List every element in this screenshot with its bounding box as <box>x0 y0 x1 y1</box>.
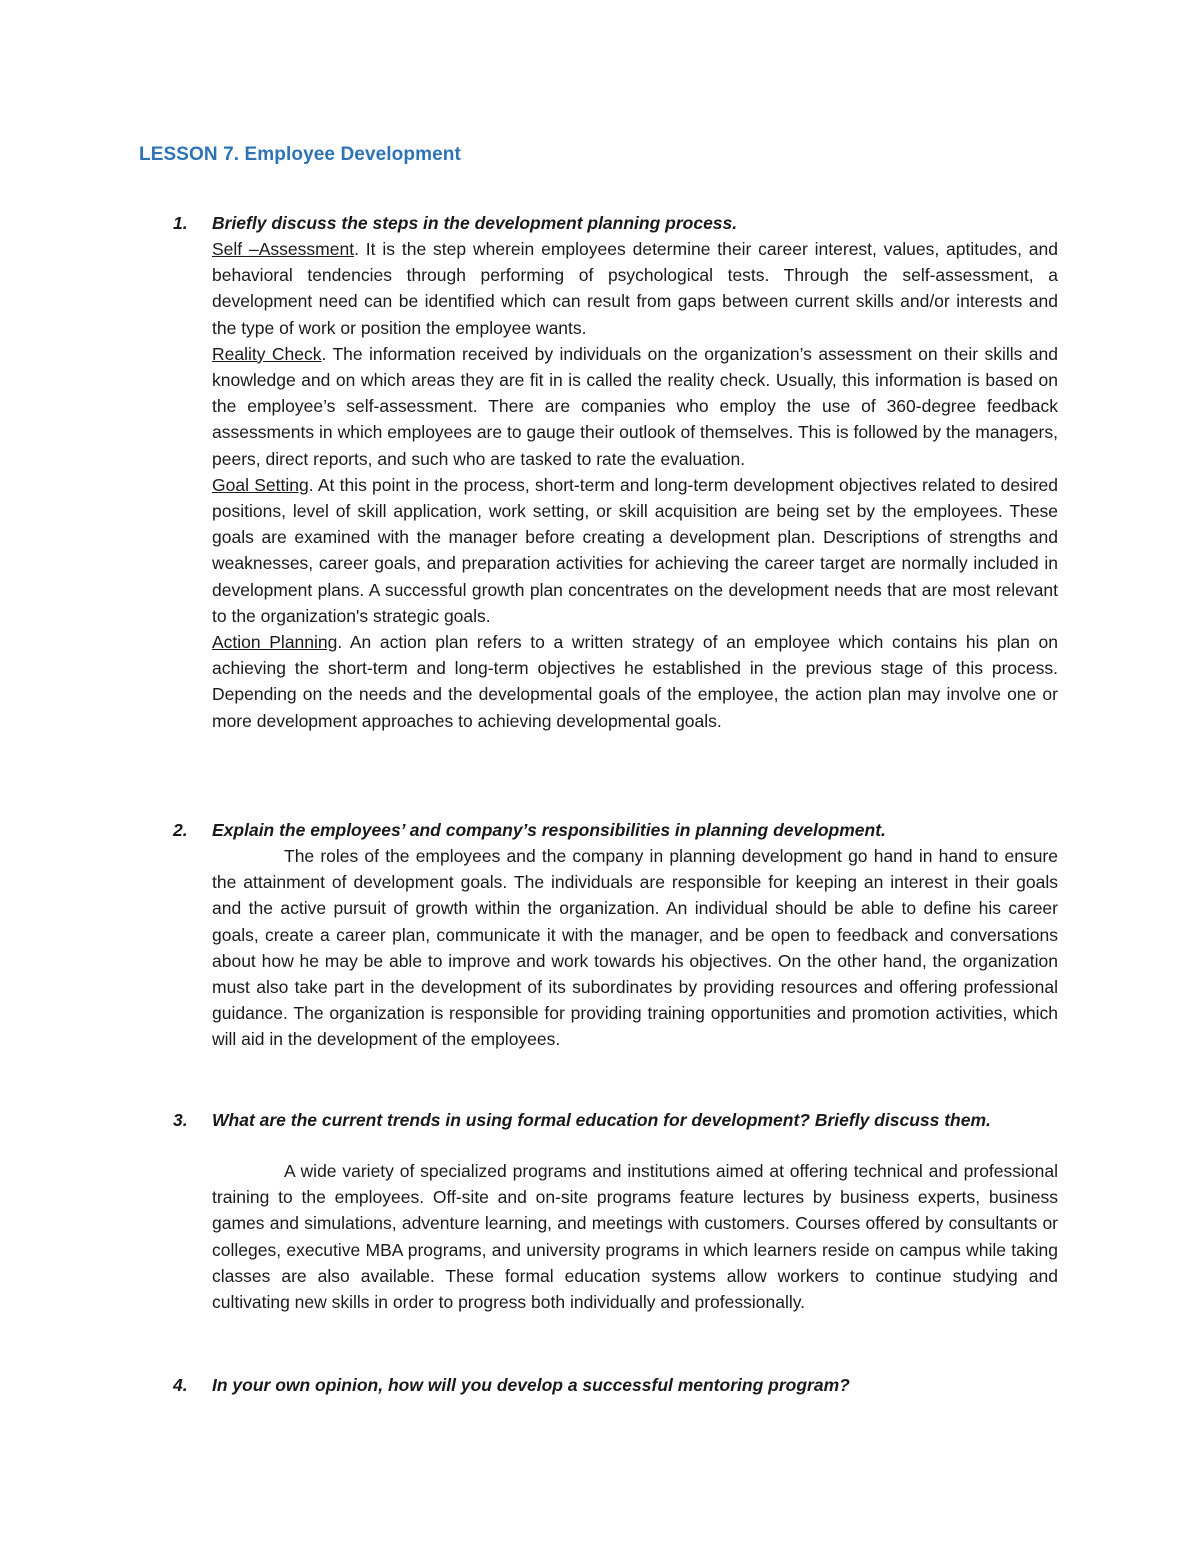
lesson-title: LESSON 7. Employee Development <box>139 144 461 165</box>
answer-1 <box>212 236 1058 734</box>
question-text: Explain the employees’ and company’s responsibilities in planning development. <box>212 820 886 840</box>
question-text: In your own opinion, how will you develop a successful mentoring program? <box>212 1375 850 1395</box>
question-text: What are the current trends in using formal education for development? Briefly discuss them. <box>212 1110 991 1130</box>
step-description: . An action plan refers to a written strategy of an employee which contains his plan on achieving the short-term and long-term objectives he established in the previous stage of this process. Depending on the needs and the developmental goals of the employee, the action plan may involve one or more development approaches to achieving developmental goals. <box>212 632 1058 731</box>
step-term: Reality Check <box>212 343 322 364</box>
step-term: Action Planning <box>212 632 338 653</box>
answer-paragraph <box>212 236 1058 341</box>
answer-3 <box>212 1158 1058 1315</box>
step-description: . The information received by individuals on the organization’s assessment on their skills and knowledge and on which areas they are fit in is called the reality check. Usually, this information is based on the employee’s self-assessment. There are companies who employ the use of 360-degree feedback assessments in which employees are to gauge their outlook of themselves. This is followed by the managers, peers, direct reports, and such who are tasked to rate the evaluation. <box>212 343 1058 469</box>
question-text: Briefly discuss the steps in the development planning process. <box>212 213 738 233</box>
step-term: Goal Setting <box>212 474 309 495</box>
answer-paragraph <box>212 629 1058 734</box>
step-term: Self –Assessment <box>212 239 355 259</box>
question-number: 3. <box>173 1110 188 1130</box>
step-description: . At this point in the process, short-term and long-term development objectives related to desired positions, level of skill application, work setting, or skill acquisition are being set by the employees. These goals are examined with the manager before creating a development plan. Descriptions of strengths and weaknesses, career goals, and preparation activities for achieving the career target are normally included in development plans. A successful growth plan concentrates on the development needs that are most relevant to the organization's strategic goals. <box>212 474 1058 626</box>
question-number: 1. <box>173 213 188 233</box>
answer-paragraph: A wide variety of specialized programs and institutions aimed at offering technical and professional training to the employees. Off-site and on-site programs feature lectures by business experts, business games and simulations, adventure learning, and meetings with customers. Courses offered by consultants or colleges, executive MBA programs, and university programs in which learners reside on campus while taking classes are also available. These formal education systems allow workers to continue studying and cultivating new skills in order to progress both individually and professionally. <box>212 1161 1058 1313</box>
step-description: . It is the step wherein employees determine their career interest, values, aptitudes, and behavioral tendencies through performing of psychological tests. Through the self-assessment, a development need can be identified which can result from gaps between current skills and/or interests and the type of work or position the employee wants. <box>212 239 1059 338</box>
question-number: 4. <box>173 1375 188 1395</box>
answer-paragraph <box>212 341 1058 472</box>
answer-paragraph <box>212 472 1058 629</box>
answer-2 <box>212 843 1058 1053</box>
question-number: 2. <box>173 820 188 840</box>
answer-paragraph: The roles of the employees and the company in planning development go hand in hand to ensure the attainment of development goals. The individuals are responsible for keeping an interest in their goals and the active pursuit of growth within the organization. An individual should be able to define his career goals, create a career plan, communicate it with the manager, and be open to feedback and conversations about how he may be able to improve and work towards his objectives. On the other hand, the organization must also take part in the development of its subordinates by providing resources and offering professional guidance. The organization is responsible for providing training opportunities and promotion activities, which will aid in the development of the employees. <box>212 846 1058 1050</box>
